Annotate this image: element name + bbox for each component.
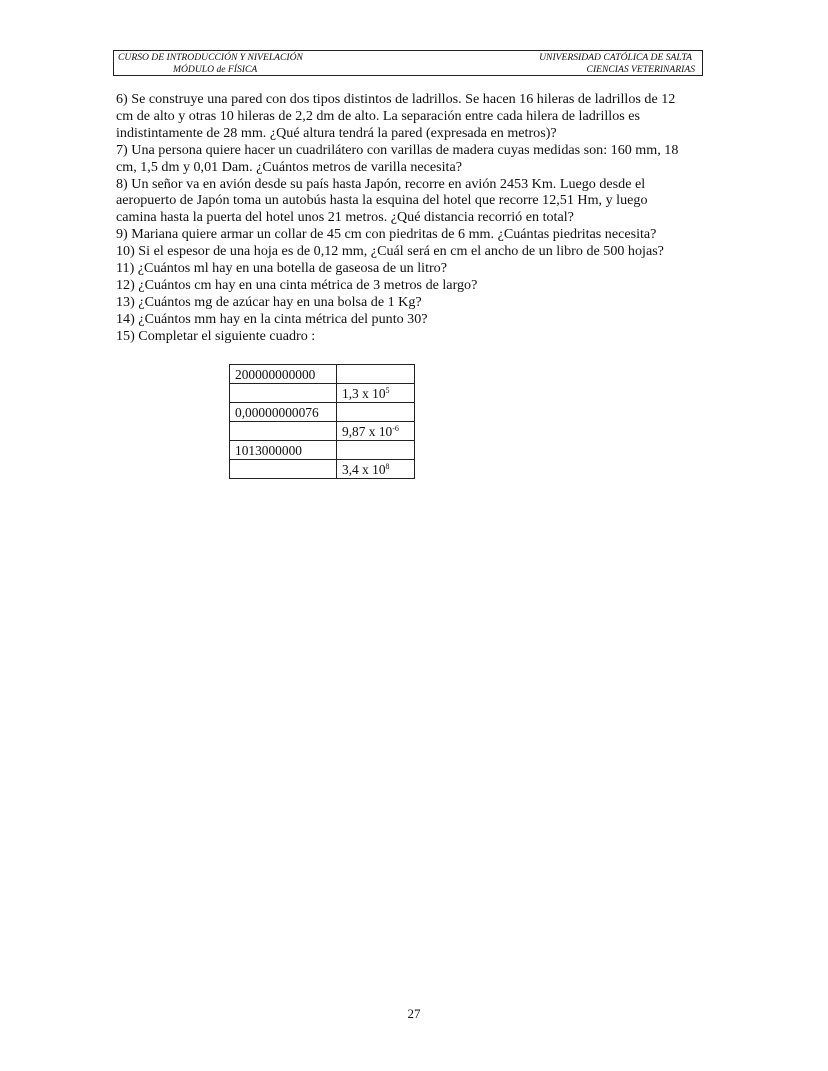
university-name: UNIVERSIDAD CATÓLICA DE SALTA — [539, 52, 692, 63]
conversion-table — [229, 364, 415, 479]
exercise-item — [116, 142, 716, 176]
sci-base: 9,87 x 10 — [342, 424, 393, 439]
exercise-line: aeropuerto de Japón toma un autobús hasta la esquina del hotel que recorre 12,51 Hm, y luego — [116, 192, 648, 209]
exercise-line: 15) Completar el siguiente cuadro : — [116, 327, 316, 344]
exercise-line: 11) ¿Cuántos ml hay en una botella de gaseosa de un litro? — [116, 260, 447, 277]
exercise-line: camina hasta la puerta del hotel unos 21 metros. ¿Qué distancia recorrió en total? — [116, 209, 574, 226]
scientific-cell — [337, 365, 415, 384]
exercise-line: cm de alto y otras 10 hileras de 2,2 dm de alto. La separación entre cada hilera de ladrillos es — [116, 107, 641, 124]
table-row — [230, 460, 415, 479]
sci-base: 3,4 x 10 — [342, 462, 386, 477]
table-row — [230, 384, 415, 403]
exercise-item — [116, 243, 716, 260]
header-left — [118, 52, 303, 75]
exercise-item — [116, 311, 716, 328]
exercise-item — [116, 277, 716, 294]
scientific-cell — [337, 384, 415, 403]
sci-base: 1,3 x 10 — [342, 386, 386, 401]
module-title: MÓDULO de FÍSICA — [173, 63, 258, 75]
sci-exponent: -6 — [392, 424, 399, 433]
exercise-line: indistintamente de 28 mm. ¿Qué altura tendrá la pared (expresada en metros)? — [116, 124, 557, 141]
exercise-item — [116, 328, 716, 345]
decimal-cell — [230, 460, 337, 479]
exercise-line: 6) Se construye una pared con dos tipos distintos de ladrillos. Se hacen 16 hileras de ladrillos de 12 — [116, 91, 676, 107]
exercise-item — [116, 260, 716, 277]
exercise-item — [116, 91, 716, 142]
decimal-cell — [230, 422, 337, 441]
table-row — [230, 365, 415, 384]
scientific-cell — [337, 441, 415, 460]
exercise-item — [116, 294, 716, 311]
exercise-line: 7) Una persona quiere hacer un cuadrilátero con varillas de madera cuyas medidas son: 160 mm, 18 — [116, 141, 679, 158]
sci-exponent: 5 — [385, 386, 390, 395]
table-row — [230, 403, 415, 422]
scientific-cell — [337, 422, 415, 441]
table-row — [230, 422, 415, 441]
decimal-cell: 0,00000000076 — [230, 403, 337, 422]
exercise-line: 12) ¿Cuántos cm hay en una cinta métrica de 3 metros de largo? — [116, 276, 478, 293]
faculty-name: CIENCIAS VETERINARIAS — [586, 63, 695, 75]
exercise-line: cm, 1,5 dm y 0,01 Dam. ¿Cuántos metros de varilla necesita? — [116, 158, 462, 175]
page-number: 27 — [407, 1006, 421, 1021]
exercise-line: 9) Mariana quiere armar un collar de 45 cm con piedritas de 6 mm. ¿Cuántas piedritas necesita? — [116, 226, 657, 243]
table-row — [230, 441, 415, 460]
exercise-list — [116, 91, 716, 345]
exercise-line: 10) Si el espesor de una hoja es de 0,12 mm, ¿Cuál será en cm el ancho de un libro de 500 hojas? — [116, 243, 664, 260]
course-title: CURSO DE INTRODUCCIÓN Y NIVELACIÓN — [118, 52, 303, 63]
decimal-cell — [230, 384, 337, 403]
exercise-line: 8) Un señor va en avión desde su país hasta Japón, recorre en avión 2453 Km. Luego desde el — [116, 175, 646, 192]
exercise-line: 14) ¿Cuántos mm hay en la cinta métrica del punto 30? — [116, 310, 428, 327]
scientific-cell — [337, 460, 415, 479]
header-right — [539, 52, 695, 75]
scientific-cell — [337, 403, 415, 422]
sci-exponent: 8 — [385, 462, 390, 471]
exercise-item — [116, 226, 716, 243]
exercise-item — [116, 176, 716, 227]
decimal-cell: 200000000000 — [230, 365, 337, 384]
decimal-cell: 1013000000 — [230, 441, 337, 460]
page-header — [113, 50, 703, 76]
exercise-line: 13) ¿Cuántos mg de azúcar hay en una bolsa de 1 Kg? — [116, 293, 422, 310]
